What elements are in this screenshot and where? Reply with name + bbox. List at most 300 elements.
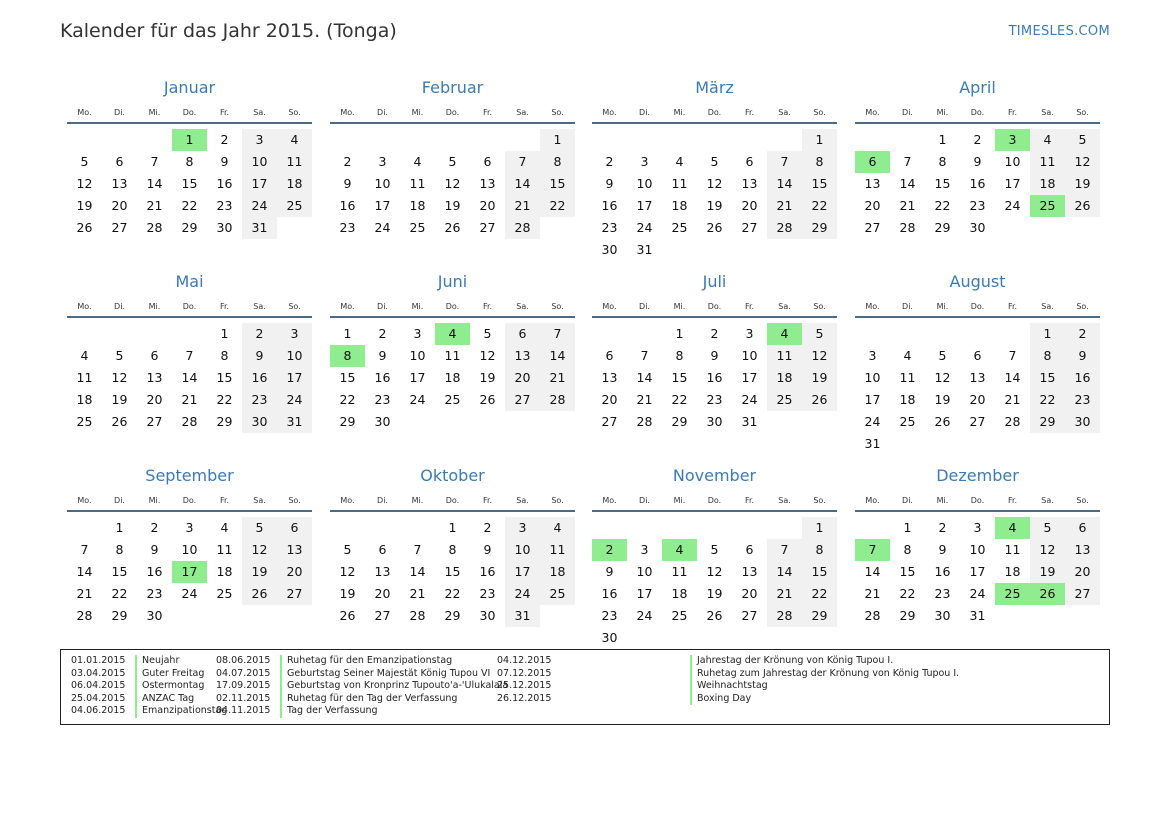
day-cell: 1 — [448, 520, 457, 535]
day-cell: 6 — [378, 542, 387, 557]
day-cell: 31 — [277, 411, 312, 433]
weekday-header: Mi. — [411, 302, 424, 311]
weekday-header: Fr. — [219, 108, 230, 117]
day-cell: 9 — [1065, 345, 1100, 367]
day-cell: 13 — [741, 176, 758, 191]
day-cell: 26 — [76, 220, 93, 235]
weekday-header: Do. — [182, 496, 197, 505]
day-cell: 30 — [146, 608, 163, 623]
day-cell: 5 — [242, 517, 277, 539]
day-cell: 14 — [767, 173, 802, 195]
weekday-header: Di. — [639, 108, 650, 117]
day-cell: 30 — [969, 220, 986, 235]
day-cell: 2 — [973, 132, 982, 147]
day-cell: 3 — [640, 154, 649, 169]
day-cell: 17 — [374, 198, 391, 213]
day-cell: 4 — [80, 348, 89, 363]
day-cell: 5 — [1065, 129, 1100, 151]
day-cell: 28 — [1004, 414, 1021, 429]
day-cell: 4 — [903, 348, 912, 363]
day-cell: 16 — [374, 370, 391, 385]
day-cell: 19 — [242, 561, 277, 583]
day-cell: 18 — [216, 564, 233, 579]
holiday-day-cell: 25 — [1030, 195, 1065, 217]
day-cell: 20 — [111, 198, 128, 213]
holiday-date: 04.06.2015 — [71, 705, 126, 717]
day-cell: 6 — [150, 348, 159, 363]
day-cell: 31 — [505, 605, 540, 627]
header-divider — [592, 122, 837, 124]
weekday-header: So. — [1076, 496, 1089, 505]
day-cell: 15 — [1030, 367, 1065, 389]
holiday-date: 04.11.2015 — [216, 705, 271, 717]
day-cell: 16 — [601, 198, 618, 213]
day-cell: 27 — [146, 414, 163, 429]
day-cell: 10 — [505, 539, 540, 561]
weekday-header: Sa. — [516, 108, 529, 117]
day-cell: 16 — [706, 370, 723, 385]
day-cell: 16 — [934, 564, 951, 579]
holiday-name: Ruhetag für den Emanzipationstag — [280, 655, 452, 668]
day-cell: 26 — [706, 608, 723, 623]
weekday-header: Mi. — [936, 496, 949, 505]
weekday-header: Sa. — [1041, 302, 1054, 311]
weekday-header: Do. — [445, 108, 460, 117]
header-divider — [330, 510, 575, 512]
weekday-header: Sa. — [253, 302, 266, 311]
day-cell: 22 — [934, 198, 951, 213]
month-september — [67, 460, 312, 650]
day-cell: 15 — [339, 370, 356, 385]
weekday-header: Do. — [707, 302, 722, 311]
day-cell: 16 — [242, 367, 277, 389]
day-cell: 7 — [505, 151, 540, 173]
day-cell: 12 — [479, 348, 496, 363]
day-cell: 21 — [146, 198, 163, 213]
day-cell: 13 — [374, 564, 391, 579]
weekday-header: Fr. — [744, 302, 755, 311]
weekday-header: Do. — [445, 302, 460, 311]
weekday-header: So. — [288, 302, 301, 311]
month-name: August — [949, 272, 1006, 291]
holiday-name: Ostermontag — [135, 680, 204, 693]
weekday-header: Fr. — [219, 302, 230, 311]
weekday-header: So. — [813, 496, 826, 505]
month-mai — [67, 266, 312, 456]
day-cell: 13 — [479, 176, 496, 191]
day-cell: 7 — [540, 323, 575, 345]
day-cell: 16 — [339, 198, 356, 213]
day-cell: 21 — [636, 392, 653, 407]
day-cell: 10 — [374, 176, 391, 191]
month-name: Januar — [163, 78, 216, 97]
day-cell: 18 — [277, 173, 312, 195]
day-cell: 15 — [444, 564, 461, 579]
day-cell: 28 — [864, 608, 881, 623]
day-cell: 18 — [899, 392, 916, 407]
day-cell: 15 — [216, 370, 233, 385]
weekday-header: Fr. — [1007, 302, 1018, 311]
weekday-header: So. — [1076, 108, 1089, 117]
day-cell: 5 — [1030, 517, 1065, 539]
day-cell: 23 — [601, 608, 618, 623]
day-cell: 5 — [115, 348, 124, 363]
day-cell: 3 — [413, 326, 422, 341]
day-cell: 9 — [605, 176, 614, 191]
weekday-header: Fr. — [1007, 108, 1018, 117]
day-cell: 14 — [76, 564, 93, 579]
day-cell: 13 — [741, 564, 758, 579]
weekday-header: So. — [813, 302, 826, 311]
weekday-header: Do. — [182, 302, 197, 311]
day-cell: 24 — [636, 220, 653, 235]
weekday-header: Mo. — [77, 302, 92, 311]
day-cell: 19 — [1030, 561, 1065, 583]
weekday-header: So. — [288, 496, 301, 505]
day-cell: 23 — [242, 389, 277, 411]
site-link[interactable]: TIMESLES.COM — [1008, 24, 1110, 39]
day-cell: 11 — [540, 539, 575, 561]
day-cell: 4 — [277, 129, 312, 151]
weekday-header: Di. — [902, 302, 913, 311]
holiday-name: ANZAC Tag — [135, 693, 194, 706]
day-cell: 17 — [741, 370, 758, 385]
weekday-header: Di. — [639, 496, 650, 505]
day-cell: 6 — [973, 348, 982, 363]
day-cell: 18 — [409, 198, 426, 213]
month-januar — [67, 72, 312, 262]
day-cell: 20 — [146, 392, 163, 407]
holiday-day-cell: 4 — [662, 539, 697, 561]
weekday-header: Do. — [182, 108, 197, 117]
weekday-header: Fr. — [744, 108, 755, 117]
header-divider — [67, 510, 312, 512]
day-cell: 18 — [76, 392, 93, 407]
weekday-header: Sa. — [253, 496, 266, 505]
day-cell: 13 — [601, 370, 618, 385]
day-cell: 24 — [242, 195, 277, 217]
weekday-header: Mi. — [411, 108, 424, 117]
day-cell: 7 — [150, 154, 159, 169]
weekday-header: Di. — [902, 496, 913, 505]
day-cell: 3 — [242, 129, 277, 151]
weekday-header: Di. — [114, 108, 125, 117]
day-cell: 25 — [444, 392, 461, 407]
day-cell: 10 — [864, 370, 881, 385]
day-cell: 7 — [185, 348, 194, 363]
day-cell: 5 — [483, 326, 492, 341]
day-cell: 4 — [675, 154, 684, 169]
day-cell: 22 — [671, 392, 688, 407]
day-cell: 1 — [540, 129, 575, 151]
day-cell: 4 — [413, 154, 422, 169]
weekday-header: Fr. — [744, 496, 755, 505]
weekday-header: Do. — [707, 496, 722, 505]
weekday-header: Di. — [639, 302, 650, 311]
weekday-header: Sa. — [516, 302, 529, 311]
day-cell: 19 — [339, 586, 356, 601]
month-april — [855, 72, 1100, 262]
day-cell: 11 — [76, 370, 93, 385]
day-cell: 14 — [864, 564, 881, 579]
day-cell: 17 — [864, 392, 881, 407]
day-cell: 16 — [479, 564, 496, 579]
weekday-header: Di. — [377, 302, 388, 311]
day-cell: 30 — [479, 608, 496, 623]
day-cell: 3 — [868, 348, 877, 363]
month-februar — [330, 72, 575, 262]
day-cell: 27 — [111, 220, 128, 235]
day-cell: 3 — [185, 520, 194, 535]
day-cell: 27 — [741, 220, 758, 235]
day-cell: 18 — [671, 198, 688, 213]
day-cell: 26 — [479, 392, 496, 407]
day-cell: 8 — [802, 539, 837, 561]
day-cell: 8 — [220, 348, 229, 363]
day-cell: 28 — [636, 414, 653, 429]
header-divider — [855, 510, 1100, 512]
weekday-header: So. — [288, 108, 301, 117]
day-cell: 10 — [242, 151, 277, 173]
day-cell: 2 — [938, 520, 947, 535]
weekday-header: Mi. — [673, 108, 686, 117]
day-cell: 2 — [710, 326, 719, 341]
day-cell: 8 — [115, 542, 124, 557]
day-cell: 28 — [899, 220, 916, 235]
holiday-day-cell: 17 — [172, 561, 207, 583]
day-cell: 31 — [242, 217, 277, 239]
day-cell: 30 — [601, 242, 618, 257]
day-cell: 9 — [150, 542, 159, 557]
day-cell: 26 — [706, 220, 723, 235]
day-cell: 6 — [605, 348, 614, 363]
month-name: Juni — [437, 272, 468, 291]
day-cell: 1 — [1030, 323, 1065, 345]
day-cell: 18 — [767, 367, 802, 389]
day-cell: 12 — [242, 539, 277, 561]
page-title: Kalender für das Jahr 2015. (Tonga) — [60, 20, 397, 42]
day-cell: 16 — [1065, 367, 1100, 389]
weekday-header: Di. — [114, 302, 125, 311]
weekday-header: Sa. — [253, 108, 266, 117]
holiday-name: Jahrestag der Krönung von König Tupou I. — [690, 655, 893, 668]
day-cell: 8 — [540, 151, 575, 173]
day-cell: 20 — [1065, 561, 1100, 583]
day-cell: 20 — [277, 561, 312, 583]
holiday-date: 01.01.2015 — [71, 655, 126, 666]
day-cell: 12 — [76, 176, 93, 191]
day-cell: 4 — [220, 520, 229, 535]
day-cell: 12 — [1065, 151, 1100, 173]
month-juni — [330, 266, 575, 456]
day-cell: 27 — [277, 583, 312, 605]
day-cell: 23 — [969, 198, 986, 213]
day-cell: 10 — [969, 542, 986, 557]
day-cell: 24 — [636, 608, 653, 623]
holiday-name: Tag der Verfassung — [280, 705, 378, 718]
weekday-header: Mi. — [411, 496, 424, 505]
holiday-day-cell: 4 — [995, 517, 1030, 539]
day-cell: 20 — [864, 198, 881, 213]
weekday-header: Fr. — [1007, 496, 1018, 505]
day-cell: 22 — [802, 583, 837, 605]
day-cell: 5 — [938, 348, 947, 363]
day-cell: 19 — [706, 586, 723, 601]
day-cell: 26 — [934, 414, 951, 429]
holiday-name: Emanzipationstag — [135, 705, 227, 718]
day-cell: 11 — [277, 151, 312, 173]
day-cell: 27 — [1065, 583, 1100, 605]
day-cell: 23 — [374, 392, 391, 407]
month-name: Mai — [175, 272, 204, 291]
day-cell: 6 — [115, 154, 124, 169]
holiday-day-cell: 2 — [592, 539, 627, 561]
day-cell: 31 — [636, 242, 653, 257]
day-cell: 7 — [1008, 348, 1017, 363]
holiday-name: Guter Freitag — [135, 668, 204, 681]
holiday-day-cell: 4 — [767, 323, 802, 345]
day-cell: 8 — [1030, 345, 1065, 367]
day-cell: 9 — [378, 348, 387, 363]
day-cell: 19 — [76, 198, 93, 213]
day-cell: 23 — [1065, 389, 1100, 411]
day-cell: 12 — [339, 564, 356, 579]
day-cell: 14 — [146, 176, 163, 191]
day-cell: 17 — [409, 370, 426, 385]
day-cell: 28 — [505, 217, 540, 239]
day-cell: 2 — [220, 132, 229, 147]
day-cell: 25 — [767, 389, 802, 411]
holiday-day-cell: 26 — [1030, 583, 1065, 605]
day-cell: 17 — [1004, 176, 1021, 191]
day-cell: 23 — [146, 586, 163, 601]
header-divider — [67, 316, 312, 318]
day-cell: 22 — [216, 392, 233, 407]
day-cell: 25 — [671, 608, 688, 623]
day-cell: 27 — [479, 220, 496, 235]
weekday-header: Sa. — [516, 496, 529, 505]
day-cell: 30 — [934, 608, 951, 623]
day-cell: 12 — [706, 564, 723, 579]
day-cell: 13 — [277, 539, 312, 561]
day-cell: 30 — [601, 630, 618, 645]
day-cell: 30 — [216, 220, 233, 235]
weekday-header: Sa. — [1041, 108, 1054, 117]
holiday-name: Ruhetag zum Jahrestag der Krönung von König Tupou I. — [690, 668, 959, 681]
day-cell: 20 — [741, 586, 758, 601]
weekday-header: Mo. — [340, 302, 355, 311]
day-cell: 3 — [640, 542, 649, 557]
day-cell: 15 — [671, 370, 688, 385]
day-cell: 29 — [802, 605, 837, 627]
day-cell: 14 — [409, 564, 426, 579]
day-cell: 30 — [374, 414, 391, 429]
weekday-header: Mo. — [865, 108, 880, 117]
holiday-date: 06.04.2015 — [71, 680, 126, 692]
month-name: April — [959, 78, 996, 97]
weekday-header: Do. — [970, 496, 985, 505]
day-cell: 13 — [146, 370, 163, 385]
day-cell: 9 — [220, 154, 229, 169]
day-cell: 14 — [1004, 370, 1021, 385]
day-cell: 22 — [111, 586, 128, 601]
weekday-header: Mi. — [148, 108, 161, 117]
weekday-header: Mi. — [673, 302, 686, 311]
holiday-date: 04.07.2015 — [216, 667, 271, 679]
day-cell: 29 — [111, 608, 128, 623]
day-cell: 20 — [505, 367, 540, 389]
day-cell: 26 — [242, 583, 277, 605]
day-cell: 15 — [802, 173, 837, 195]
day-cell: 25 — [409, 220, 426, 235]
day-cell: 20 — [479, 198, 496, 213]
day-cell: 23 — [706, 392, 723, 407]
day-cell: 2 — [242, 323, 277, 345]
day-cell: 10 — [1004, 154, 1021, 169]
day-cell: 15 — [181, 176, 198, 191]
day-cell: 10 — [741, 348, 758, 363]
day-cell: 27 — [741, 608, 758, 623]
day-cell: 20 — [374, 586, 391, 601]
day-cell: 1 — [802, 129, 837, 151]
day-cell: 23 — [216, 198, 233, 213]
day-cell: 11 — [671, 176, 688, 191]
day-cell: 6 — [745, 542, 754, 557]
header-divider — [67, 122, 312, 124]
day-cell: 1 — [220, 326, 229, 341]
day-cell: 17 — [969, 564, 986, 579]
day-cell: 5 — [710, 542, 719, 557]
day-cell: 19 — [111, 392, 128, 407]
holiday-date: 17.09.2015 — [216, 680, 271, 692]
day-cell: 26 — [111, 414, 128, 429]
header-divider — [330, 122, 575, 124]
day-cell: 28 — [181, 414, 198, 429]
day-cell: 13 — [111, 176, 128, 191]
holiday-date: 25.04.2015 — [71, 692, 126, 704]
day-cell: 2 — [150, 520, 159, 535]
day-cell: 22 — [802, 195, 837, 217]
day-cell: 10 — [636, 176, 653, 191]
weekday-header: Do. — [970, 302, 985, 311]
day-cell: 9 — [938, 542, 947, 557]
day-cell: 1 — [903, 520, 912, 535]
month-name: September — [145, 466, 234, 485]
weekday-header: So. — [1076, 302, 1089, 311]
day-cell: 1 — [115, 520, 124, 535]
day-cell: 20 — [741, 198, 758, 213]
month-juli — [592, 266, 837, 456]
day-cell: 16 — [969, 176, 986, 191]
day-cell: 14 — [540, 345, 575, 367]
day-cell: 8 — [185, 154, 194, 169]
holiday-name: Boxing Day — [690, 693, 751, 706]
day-cell: 10 — [636, 564, 653, 579]
day-cell: 22 — [339, 392, 356, 407]
day-cell: 3 — [505, 517, 540, 539]
day-cell: 17 — [636, 198, 653, 213]
header-divider — [592, 510, 837, 512]
day-cell: 21 — [540, 367, 575, 389]
weekday-header: Fr. — [482, 302, 493, 311]
day-cell: 11 — [671, 564, 688, 579]
day-cell: 1 — [802, 517, 837, 539]
day-cell: 2 — [483, 520, 492, 535]
day-cell: 6 — [1065, 517, 1100, 539]
weekday-header: Do. — [445, 496, 460, 505]
weekday-header: Di. — [377, 496, 388, 505]
day-cell: 8 — [802, 151, 837, 173]
